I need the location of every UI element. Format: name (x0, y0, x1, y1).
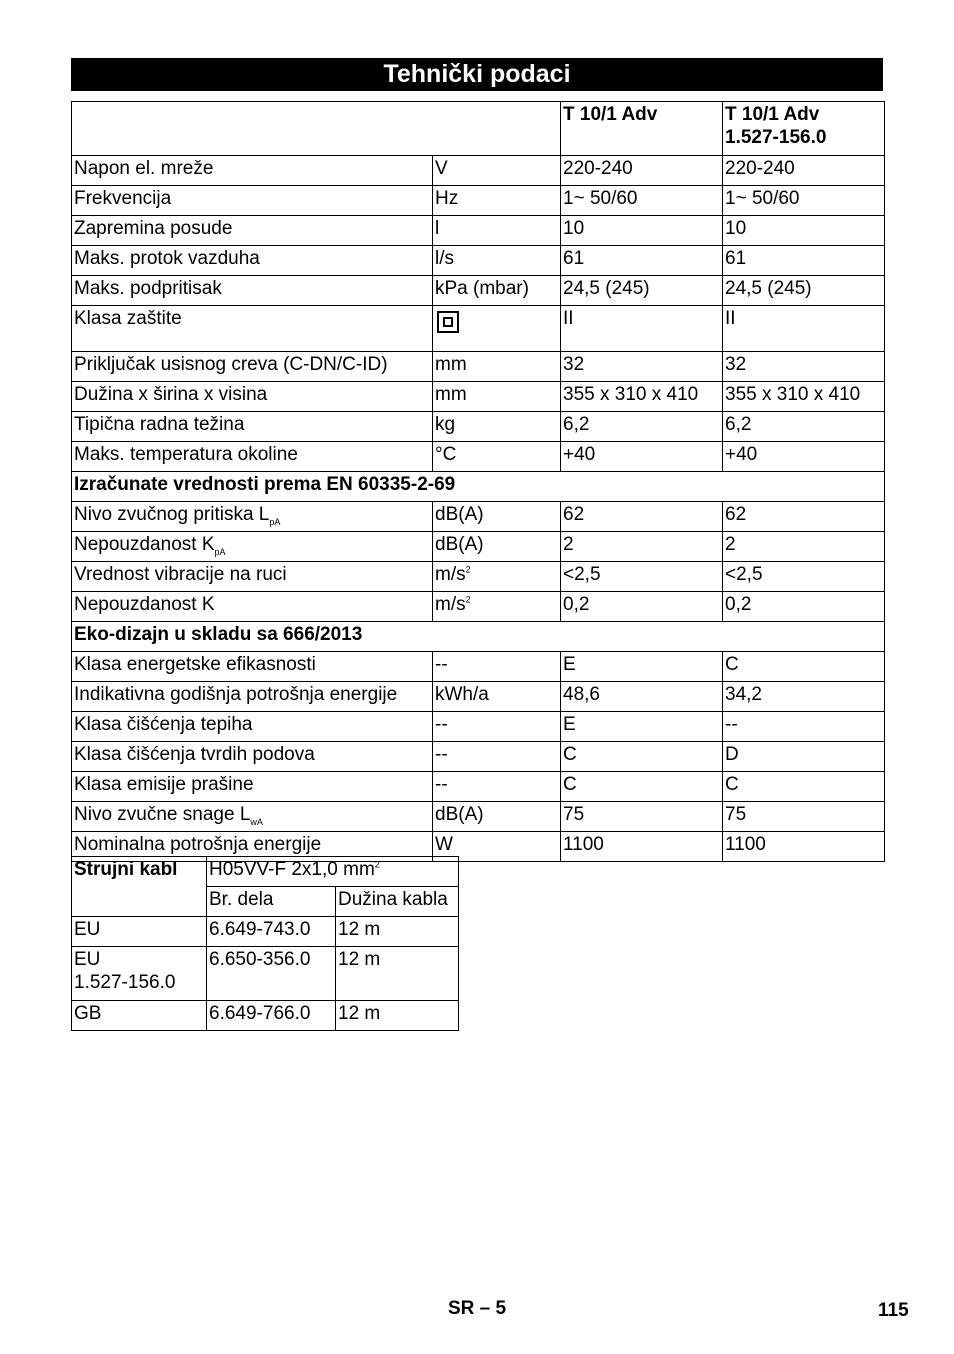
table-row: Tipična radna težina kg 6,2 6,2 (72, 412, 885, 442)
footer-section-label: SR – 5 (448, 1298, 507, 1319)
section-header-row (72, 472, 885, 502)
col-cable-length: Dužina kabla (336, 887, 459, 917)
table-row: Nepouzdanost $K_{pA}$ dB(A) 2 2 (72, 532, 885, 562)
technical-data-table (71, 101, 885, 862)
section-heading-ecodesign: Eko-dizajn u skladu sa 666/2013 (72, 622, 885, 652)
table-row: Klasa čišćenja tepiha -- E -- (72, 712, 885, 742)
table-row: Napon el. mreže V 220-240 220-240 (72, 156, 885, 186)
section-heading-noise: Izračunate vrednosti prema EN 60335-2-69 (72, 472, 885, 502)
table-row: Nivo zvučne snage $L_{wA}$ dB(A) 75 75 (72, 802, 885, 832)
table-row: GB 6.649-766.0 12 m (72, 1001, 459, 1031)
model-header-1: T 10/1 Adv (561, 102, 723, 156)
table-row: Frekvencija Hz 1~ 50/60 1~ 50/60 (72, 186, 885, 216)
table-row: Maks. podpritisak kPa (mbar) 24,5 (245) 24,5 (245) (72, 276, 885, 306)
table-row: Maks. temperatura okoline °C +40 +40 (72, 442, 885, 472)
table-row: Klasa zaštite II II (72, 306, 885, 352)
table-header-row (72, 102, 885, 156)
table-row: Vrednost vibracije na ruci $m/s^2$ <2,5 <2,5 (72, 562, 885, 592)
table-row: Indikativna godišnja potrošnja energije kWh/a 48,6 34,2 (72, 682, 885, 712)
table-row: Maks. protok vazduha l/s 61 61 (72, 246, 885, 276)
power-cable-table (71, 856, 459, 1031)
table-row (72, 857, 459, 887)
model-header-2: T 10/1 Adv 1.527-156.0 (723, 102, 885, 156)
table-row: Klasa čišćenja tvrdih podova -- C D (72, 742, 885, 772)
cable-spec: H05VV-F 2x1,0 $mm^2$ (207, 857, 459, 887)
table-row: Nivo zvučnog pritiska $L_{pA}$ dB(A) 62 62 (72, 502, 885, 532)
table-row: EU 6.649-743.0 12 m (72, 917, 459, 947)
cable-label: Strujni kabl (72, 857, 207, 917)
table-row: EU 1.527-156.0 6.650-356.0 12 m (72, 947, 459, 1001)
header-empty-cell (72, 102, 561, 156)
page-number: 115 (878, 1300, 909, 1321)
protection-class-ii-icon (437, 311, 459, 333)
table-row: Nepouzdanost K $m/s^2$ 0,2 0,2 (72, 592, 885, 622)
table-row: Zapremina posude l 10 10 (72, 216, 885, 246)
table-row: Priključak usisnog creva (C-DN/C-ID) mm 32 32 (72, 352, 885, 382)
table-row: Dužina x širina x visina mm 355 x 310 x 410 355 x 310 x 410 (72, 382, 885, 412)
table-row: Klasa emisije prašine -- C C (72, 772, 885, 802)
col-part-number: Br. dela (207, 887, 336, 917)
table-row: Klasa energetske efikasnosti -- E C (72, 652, 885, 682)
section-header-row (72, 622, 885, 652)
table-row: Nominalna potrošnja energije W 1100 1100 (72, 832, 885, 862)
page-title: Tehnički podaci (71, 58, 883, 91)
